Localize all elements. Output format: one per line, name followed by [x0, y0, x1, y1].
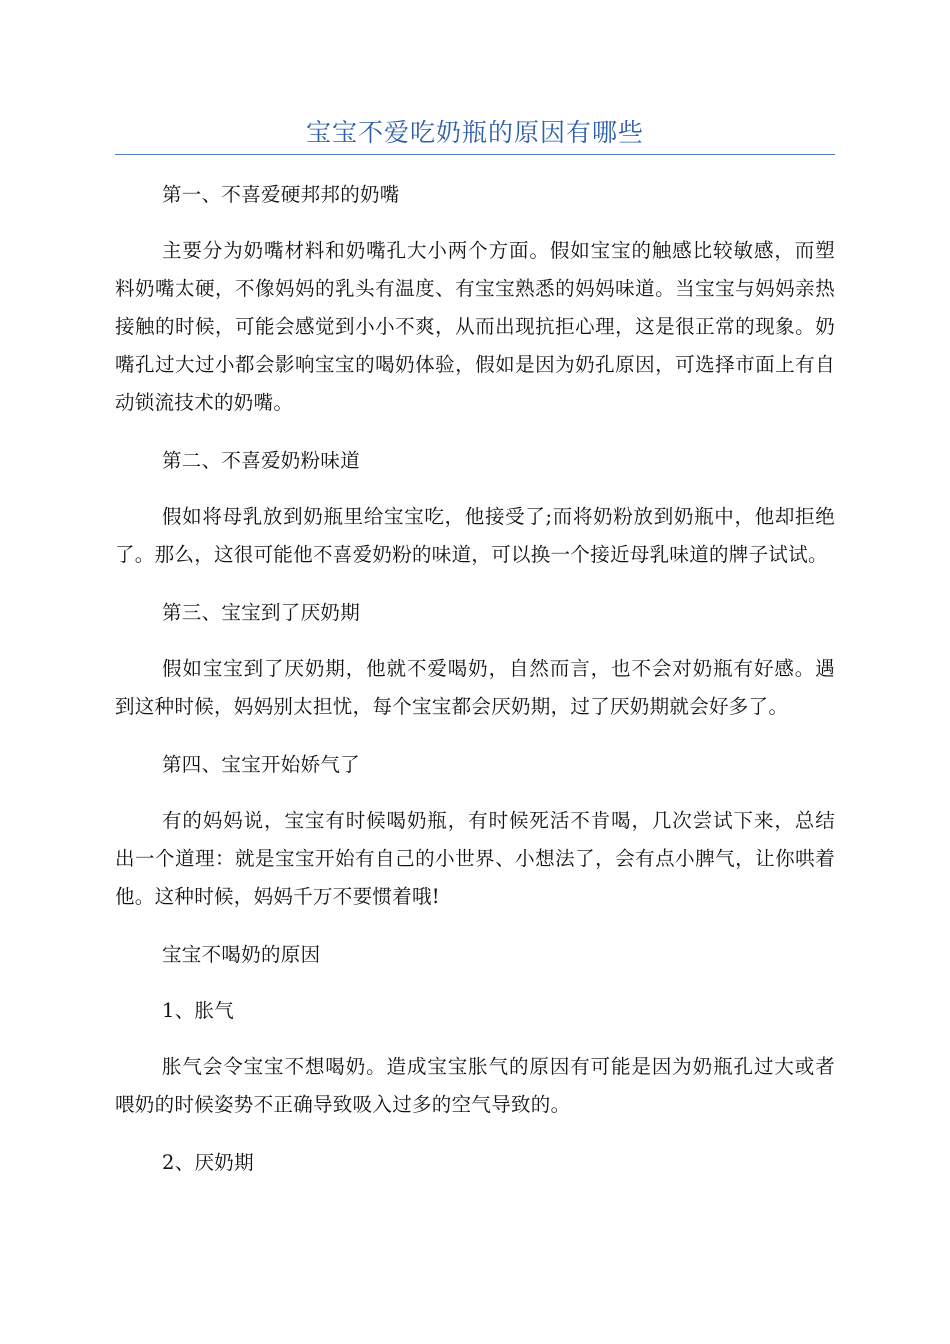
body-paragraph: 有的妈妈说，宝宝有时候喝奶瓶，有时候死活不肯喝，几次尝试下来，总结出一个道理：就是宝宝开始有自己的小世界、小想法了，会有点小脾气，让你哄着他。这种时候，妈妈千万不要惯着哦! — [115, 809, 835, 908]
body-paragraph: 胀气会令宝宝不想喝奶。造成宝宝胀气的原因有可能是因为奶瓶孔过大或者喂奶的时候姿势不正确导致吸入过多的空气导致的。 — [115, 1055, 835, 1116]
body-paragraph: 假如将母乳放到奶瓶里给宝宝吃，他接受了;而将奶粉放到奶瓶中，他却拒绝了。那么，这很可能他不喜爱奶粉的味道，可以换一个接近母乳味道的牌子试试。 — [115, 505, 835, 566]
subsection-heading: 1、胀气 — [162, 999, 235, 1022]
section-heading: 第四、宝宝开始娇气了 — [162, 753, 361, 776]
section-heading: 第一、不喜爱硬邦邦的奶嘴 — [162, 183, 400, 206]
section-heading: 第三、宝宝到了厌奶期 — [162, 601, 361, 624]
section-heading: 宝宝不喝奶的原因 — [162, 943, 321, 966]
section-heading: 第二、不喜爱奶粉味道 — [162, 449, 361, 472]
body-paragraph: 主要分为奶嘴材料和奶嘴孔大小两个方面。假如宝宝的触感比较敏感，而塑料奶嘴太硬，不像妈妈的乳头有温度、有宝宝熟悉的妈妈味道。当宝宝与妈妈亲热接触的时候，可能会感觉到小小不爽，从而出现抗拒心理，这是很正常的现象。奶嘴孔过大过小都会影响宝宝的喝奶体验，假如是因为奶孔原因，可选择市面上有自动锁流技术的奶嘴。 — [115, 239, 835, 414]
document-title: 宝宝不爱吃奶瓶的原因有哪些 — [305, 118, 644, 147]
title-underline — [115, 154, 835, 155]
document-body — [115, 176, 835, 1200]
body-paragraph: 假如宝宝到了厌奶期，他就不爱喝奶，自然而言，也不会对奶瓶有好感。遇到这种时候，妈妈别太担忧，每个宝宝都会厌奶期，过了厌奶期就会好多了。 — [115, 657, 835, 718]
subsection-heading: 2、厌奶期 — [162, 1151, 254, 1174]
